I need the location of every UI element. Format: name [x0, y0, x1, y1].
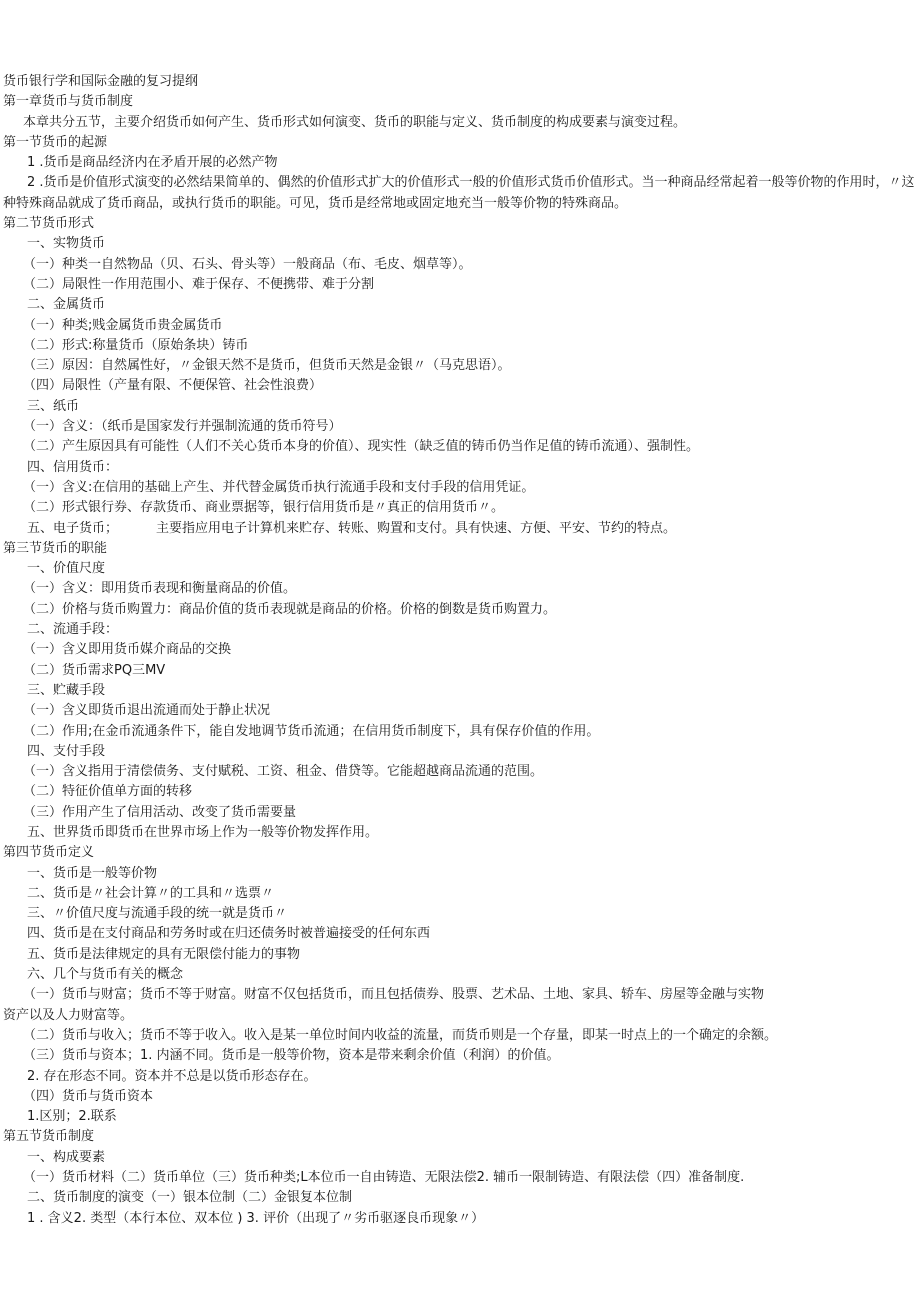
list-item: （四）货币与货币资本 [23, 1088, 154, 1104]
list-item: （二）形式:称量货币（原始条块）铸币 [23, 337, 249, 353]
paragraph: 1 .货币是商品经济内在矛盾开展的必然产物 [27, 155, 278, 171]
list-item: （二）作用;在金币流通条件下，能自发地调节货币流通；在信用货币制度下，具有保存价值的作用。 [23, 723, 600, 739]
list-item: （一）含义：即用货币表现和衡量商品的价值。 [23, 581, 297, 597]
list-item: （一）货币材料（二）货币单位（三）货币种类;L本位币一自由铸造、无限法偿2. 辅币一限制铸造、有限法偿（四）准备制度. [23, 1170, 745, 1186]
subheading: 三、贮藏手段 [27, 682, 106, 698]
chapter-intro: 本章共分五节，主要介绍货币如何产生、货币形式如何演变、货币的职能与定义、货币制度的构成要素与演变过程。 [23, 114, 687, 130]
list-item: （一）含义即用货币媒介商品的交换 [23, 642, 232, 658]
section-heading: 第五节货币制度 [3, 1129, 95, 1145]
section-heading: 第一节货币的起源 [3, 134, 108, 150]
subheading: 四、支付手段 [27, 743, 106, 759]
list-item: （三）货币与资本；1. 内涵不同。货币是一般等价物，资本是带来剩余价值（利润）的价值。 [23, 1048, 560, 1064]
list-item: （二）局限性一作用范围小、难于保存、不便携带、难于分割 [23, 276, 375, 292]
subheading-label: 五、电子货币； [27, 520, 119, 536]
subheading: 三、纸币 [27, 398, 80, 414]
section-heading: 第四节货币定义 [3, 845, 95, 861]
list-item: （二）价格与货币购置力：商品价值的货币表现就是商品的价格。价格的倒数是货币购置力。 [23, 601, 557, 617]
list-item: 五、货币是法律规定的具有无限偿付能力的事物 [27, 946, 301, 962]
list-item-continuation: 资产以及人力财富等。 [3, 1007, 134, 1023]
list-item: （二）特征价值单方面的转移 [23, 784, 193, 800]
list-item: （一）含义指用于清偿债务、支付赋税、工资、租金、借贷等。它能超越商品流通的范围。 [23, 764, 544, 780]
list-item: （三）原因：自然属性好，〃金银天然不是货币，但货币天然是金银〃（马克思语）。 [23, 358, 511, 374]
list-item: （一）含义:在信用的基础上产生、并代替金属货币执行流通手段和支付手段的信用凭证。 [23, 479, 535, 495]
list-item: 三、〃价值尺度与流通手段的统一就是货币〃 [27, 906, 288, 922]
subheading-electronic-money [0, 519, 920, 539]
subheading: 四、信用货币： [27, 459, 119, 475]
list-item: 1 . 含义2. 类型（本行本位、双本位 ) 3. 评价（出现了〃劣币驱逐良币现象〃） [27, 1210, 485, 1226]
list-item: （二）产生原因具有可能性（人们不关心货币本身的价值）、现实性（缺乏值的铸币仍当作足值的铸币流通）、强制性。 [23, 439, 700, 455]
subheading: 一、实物货币 [27, 236, 106, 252]
list-item: （一）种类;贱金属货币贵金属货币 [23, 317, 223, 333]
subheading: 一、构成要素 [27, 1149, 106, 1165]
chapter-heading: 第一章货币与货币制度 [3, 94, 134, 110]
list-item: （一）含义即货币退出流通而处于静止状况 [23, 703, 271, 719]
section-heading: 第三节货币的职能 [3, 540, 108, 556]
list-item: （一）种类一自然物品（贝、石头、骨头等）一般商品（布、毛皮、烟草等）。 [23, 256, 472, 272]
section-heading: 第二节货币形式 [3, 216, 95, 232]
subheading-description: 主要指应用电子计算机来贮存、转账、购置和支付。具有快速、方便、平安、节约的特点。 [156, 520, 677, 536]
list-item: （二）形式银行券、存款货币、商业票据等，银行信用货币是〃真正的信用货币〃。 [23, 500, 505, 516]
subheading: 六、几个与货币有关的概念 [27, 967, 184, 983]
list-item: 2. 存在形态不同。资本并不总是以货币形态存在。 [27, 1068, 317, 1084]
list-item: （二）货币与收入；货币不等于收入。收入是某一单位时间内收益的流量，而货币则是一个存量，即某一时点上的一个确定的余额。 [23, 1027, 778, 1043]
list-item: （一）含义：（纸币是国家发行并强制流通的货币符号） [23, 419, 342, 435]
subheading: 二、流通手段： [27, 622, 119, 638]
list-item: （四）局限性（产量有限、不便保管、社会性浪费） [23, 378, 323, 394]
list-item: （三）作用产生了信用活动、改变了货币需要量 [23, 804, 297, 820]
list-item: 一、货币是一般等价物 [27, 865, 158, 881]
subheading: 一、价值尺度 [27, 561, 106, 577]
subheading: 五、世界货币即货币在世界市场上作为一般等价物发挥作用。 [27, 824, 379, 840]
document-title: 货币银行学和国际金融的复习提纲 [3, 74, 199, 89]
subheading: 二、金属货币 [27, 297, 106, 313]
list-item: （二）货币需求PQ三MV [23, 662, 166, 678]
subheading: 二、货币制度的演变（一）银本位制（二）金银复本位制 [27, 1190, 353, 1206]
paragraph: 2 .货币是价值形式演变的必然结果简单的、偶然的价值形式扩大的价值形式一般的价值形式货币价值形式。当一种商品经常起着一般等价物的作用时，〃这种特殊商品就成了货币商品，或执行货币的职能。可见，货币是经常地或固定地充当一般等价物的特殊商品。 [3, 175, 915, 211]
list-item: （一）货币与财富；货币不等于财富。财富不仅包括货币，而且包括债券、股票、艺术品、土地、家具、轿车、房屋等金融与实物 [23, 987, 765, 1003]
list-item: 1.区别；2.联系 [27, 1109, 117, 1125]
list-item: 四、货币是在支付商品和劳务时或在归还债务时被普遍接受的任何东西 [27, 926, 431, 942]
list-item: 二、货币是〃社会计算〃的工具和〃选票〃 [27, 885, 275, 901]
